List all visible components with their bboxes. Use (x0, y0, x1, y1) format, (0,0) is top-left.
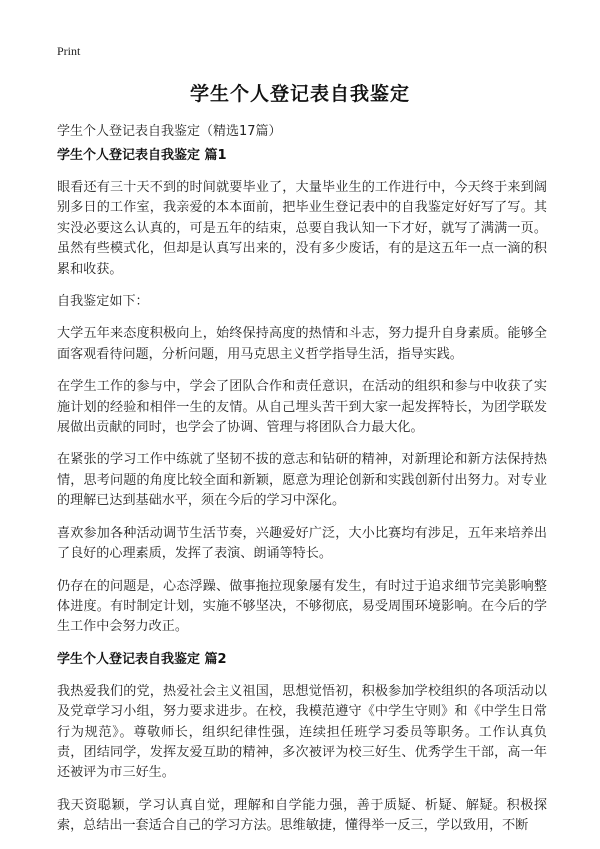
paragraph: 在紧张的学习工作中练就了坚韧不拔的意志和钻研的精神，对新理论和新方法保持热情，思考问题的角度比较全面和新颖，愿意为理论创新和实践创新付出努力。对专业的理解已达到基础水平，须在今后的学习中深化。 (57, 452, 547, 509)
section-1 (57, 146, 547, 638)
paragraph: 眼看还有三十天不到的时间就要毕业了，大量毕业生的工作进行中，今天终于来到阔别多日的工作室，我亲爱的本本面前，把毕业生登记表中的自我鉴定好好写了写。其实没必要这么认真的，可是五年的结束，总要自我认知一下才好，就写了满满一页。虽然有些模式化，但却是认真写出来的，没有多少废话，有的是这五年一点一滴的积累和收获。 (57, 180, 547, 277)
document-title: 学生个人登记表自我鉴定 (189, 83, 410, 105)
print-link[interactable]: Print (57, 44, 81, 58)
paragraph: 在学生工作的参与中，学会了团队合作和责任意识，在活动的组织和参与中收获了实施计划的经验和相伴一生的友情。从自己埋头苦干到大家一起发挥特长，为团学联发展做出贡献的同时，也学会了协调、管理与将团队合力最大化。 (57, 379, 547, 436)
paragraph: 仍存在的问题是，心态浮躁、做事拖拉现象屡有发生，有时过于追求细节完美影响整体进度。有时制定计划，实施不够坚决，不够彻底，易受周围环境影响。在今后的学生工作中会努力改正。 (57, 578, 547, 635)
paragraph: 大学五年来态度积极向上，始终保持高度的热情和斗志，努力提升自身素质。能够全面客观看待问题，分析问题，用马克思主义哲学指导生活，指导实践。 (57, 326, 547, 362)
section-heading: 学生个人登记表自我鉴定 篇2 (57, 651, 227, 667)
section-2 (57, 650, 547, 837)
section-heading: 学生个人登记表自我鉴定 篇1 (57, 148, 227, 163)
paragraph: 喜欢参加各种活动调节生活节奏，兴趣爱好广泛，大小比赛均有涉足，五年来培养出了良好的心理素质，发挥了表演、朗诵等特长。 (57, 525, 547, 562)
paragraph: 我热爱我们的党，热爱社会主义祖国，思想觉悟初，积极参加学校组织的各项活动以及党章学习小组，努力要求进步。在校，我模范遵守《中学生守则》和《中学生日常行为规范》。尊敬师长，组织纪律性强，连续担任班学习委员等职务。工作认真负责，团结同学，发挥友爱互助的精神，多次被评为校三好生、优秀学生干部，高一年还被评为市三好生。 (57, 683, 547, 781)
paragraph: 我天资聪颖，学习认真自觉，理解和自学能力强，善于质疑、析疑、解疑。积极探索，总结出一套适合自己的学习方法。思维敏捷，懂得举一反三，学以致用，不断 (57, 797, 547, 834)
document-subtitle: 学生个人登记表自我鉴定（精选17篇） (57, 124, 282, 139)
paragraph: 自我鉴定如下： (57, 294, 149, 310)
document-body (57, 146, 547, 849)
